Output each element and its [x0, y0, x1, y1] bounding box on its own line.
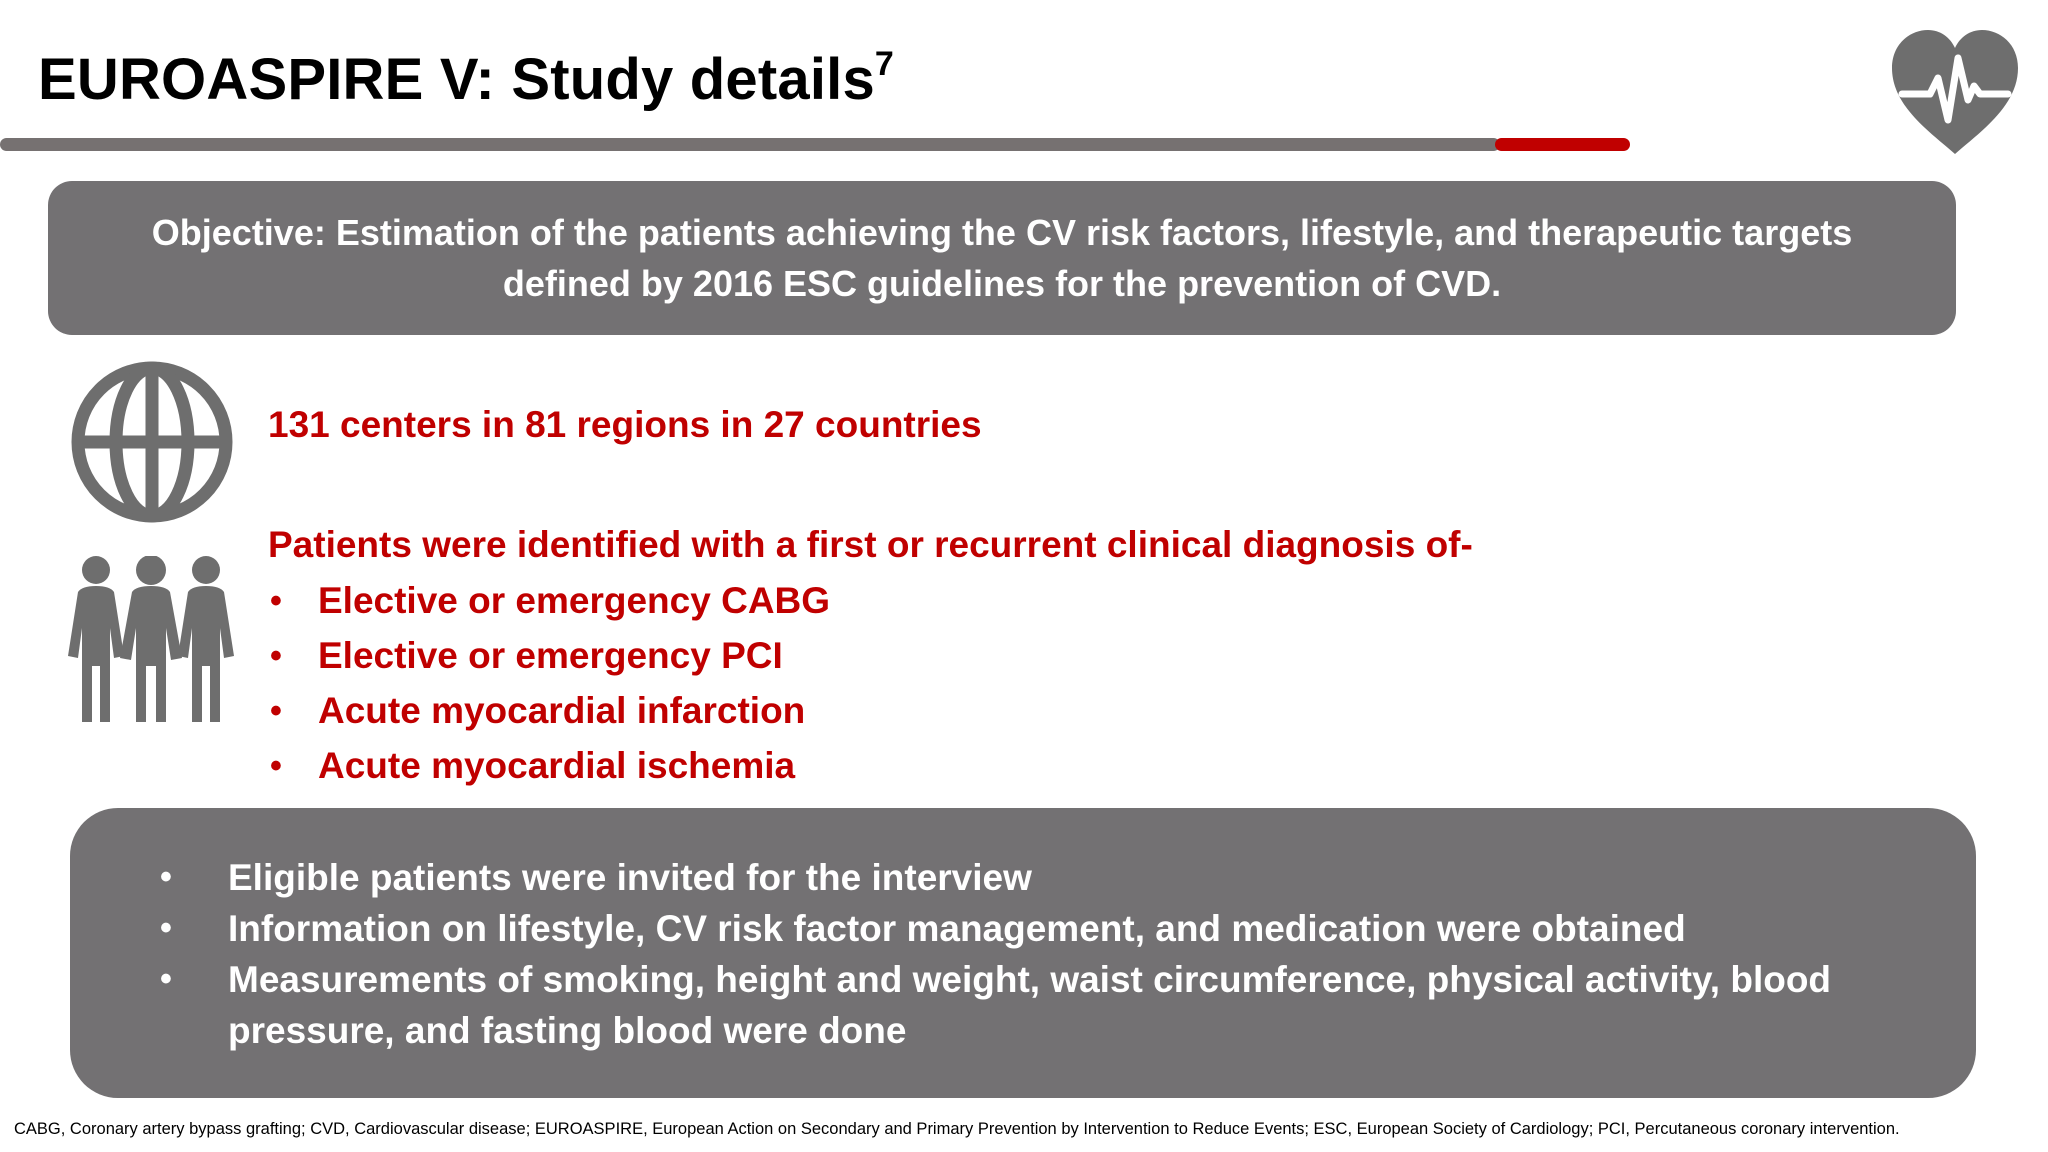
- list-item: • Elective or emergency PCI: [268, 631, 830, 686]
- patients-heading: Patients were identified with a first or recurrent clinical diagnosis of-: [268, 524, 1473, 565]
- process-list: [160, 852, 1936, 1056]
- objective-text: Objective: Estimation of the patients achieving the CV risk factors, lifestyle, and therapeutic targets defined by 2016 ESC guidelines for the prevention of CVD.: [151, 212, 1853, 304]
- title-superscript: 7: [874, 44, 895, 83]
- heart-pulse-icon: [1888, 28, 2022, 158]
- slide-title-text: EUROASPIRE V: Study details: [38, 47, 875, 112]
- process-box: [70, 808, 1976, 1098]
- abbreviations-footnote: CABG, Coronary artery bypass grafting; CVD, Cardiovascular disease; EUROASPIRE, European Action on Secondary and Primary Prevention by Intervention to Reduce Events; ESC, European Society of Cardiology; PCI, Percutaneous coronary intervention.: [14, 1120, 1900, 1138]
- globe-icon: [70, 360, 234, 524]
- list-item: • Acute myocardial ischemia: [268, 741, 830, 796]
- list-item: • Information on lifestyle, CV risk factor management, and medication were obtained: [160, 903, 1936, 954]
- diagnosis-list: [268, 576, 830, 796]
- title-underline-red: [1495, 138, 1630, 151]
- title-underline-gray: [0, 138, 1500, 151]
- people-group-icon: [58, 556, 244, 724]
- slide-title: [38, 46, 894, 113]
- list-item: • Measurements of smoking, height and weight, waist circumference, physical activity, blood pressure, and fasting blood were done: [160, 954, 1936, 1056]
- list-item: • Eligible patients were invited for the interview: [160, 852, 1936, 903]
- list-item: • Acute myocardial infarction: [268, 686, 830, 741]
- centers-summary: 131 centers in 81 regions in 27 countries: [268, 404, 982, 445]
- objective-box: [48, 181, 1956, 335]
- list-item: • Elective or emergency CABG: [268, 576, 830, 631]
